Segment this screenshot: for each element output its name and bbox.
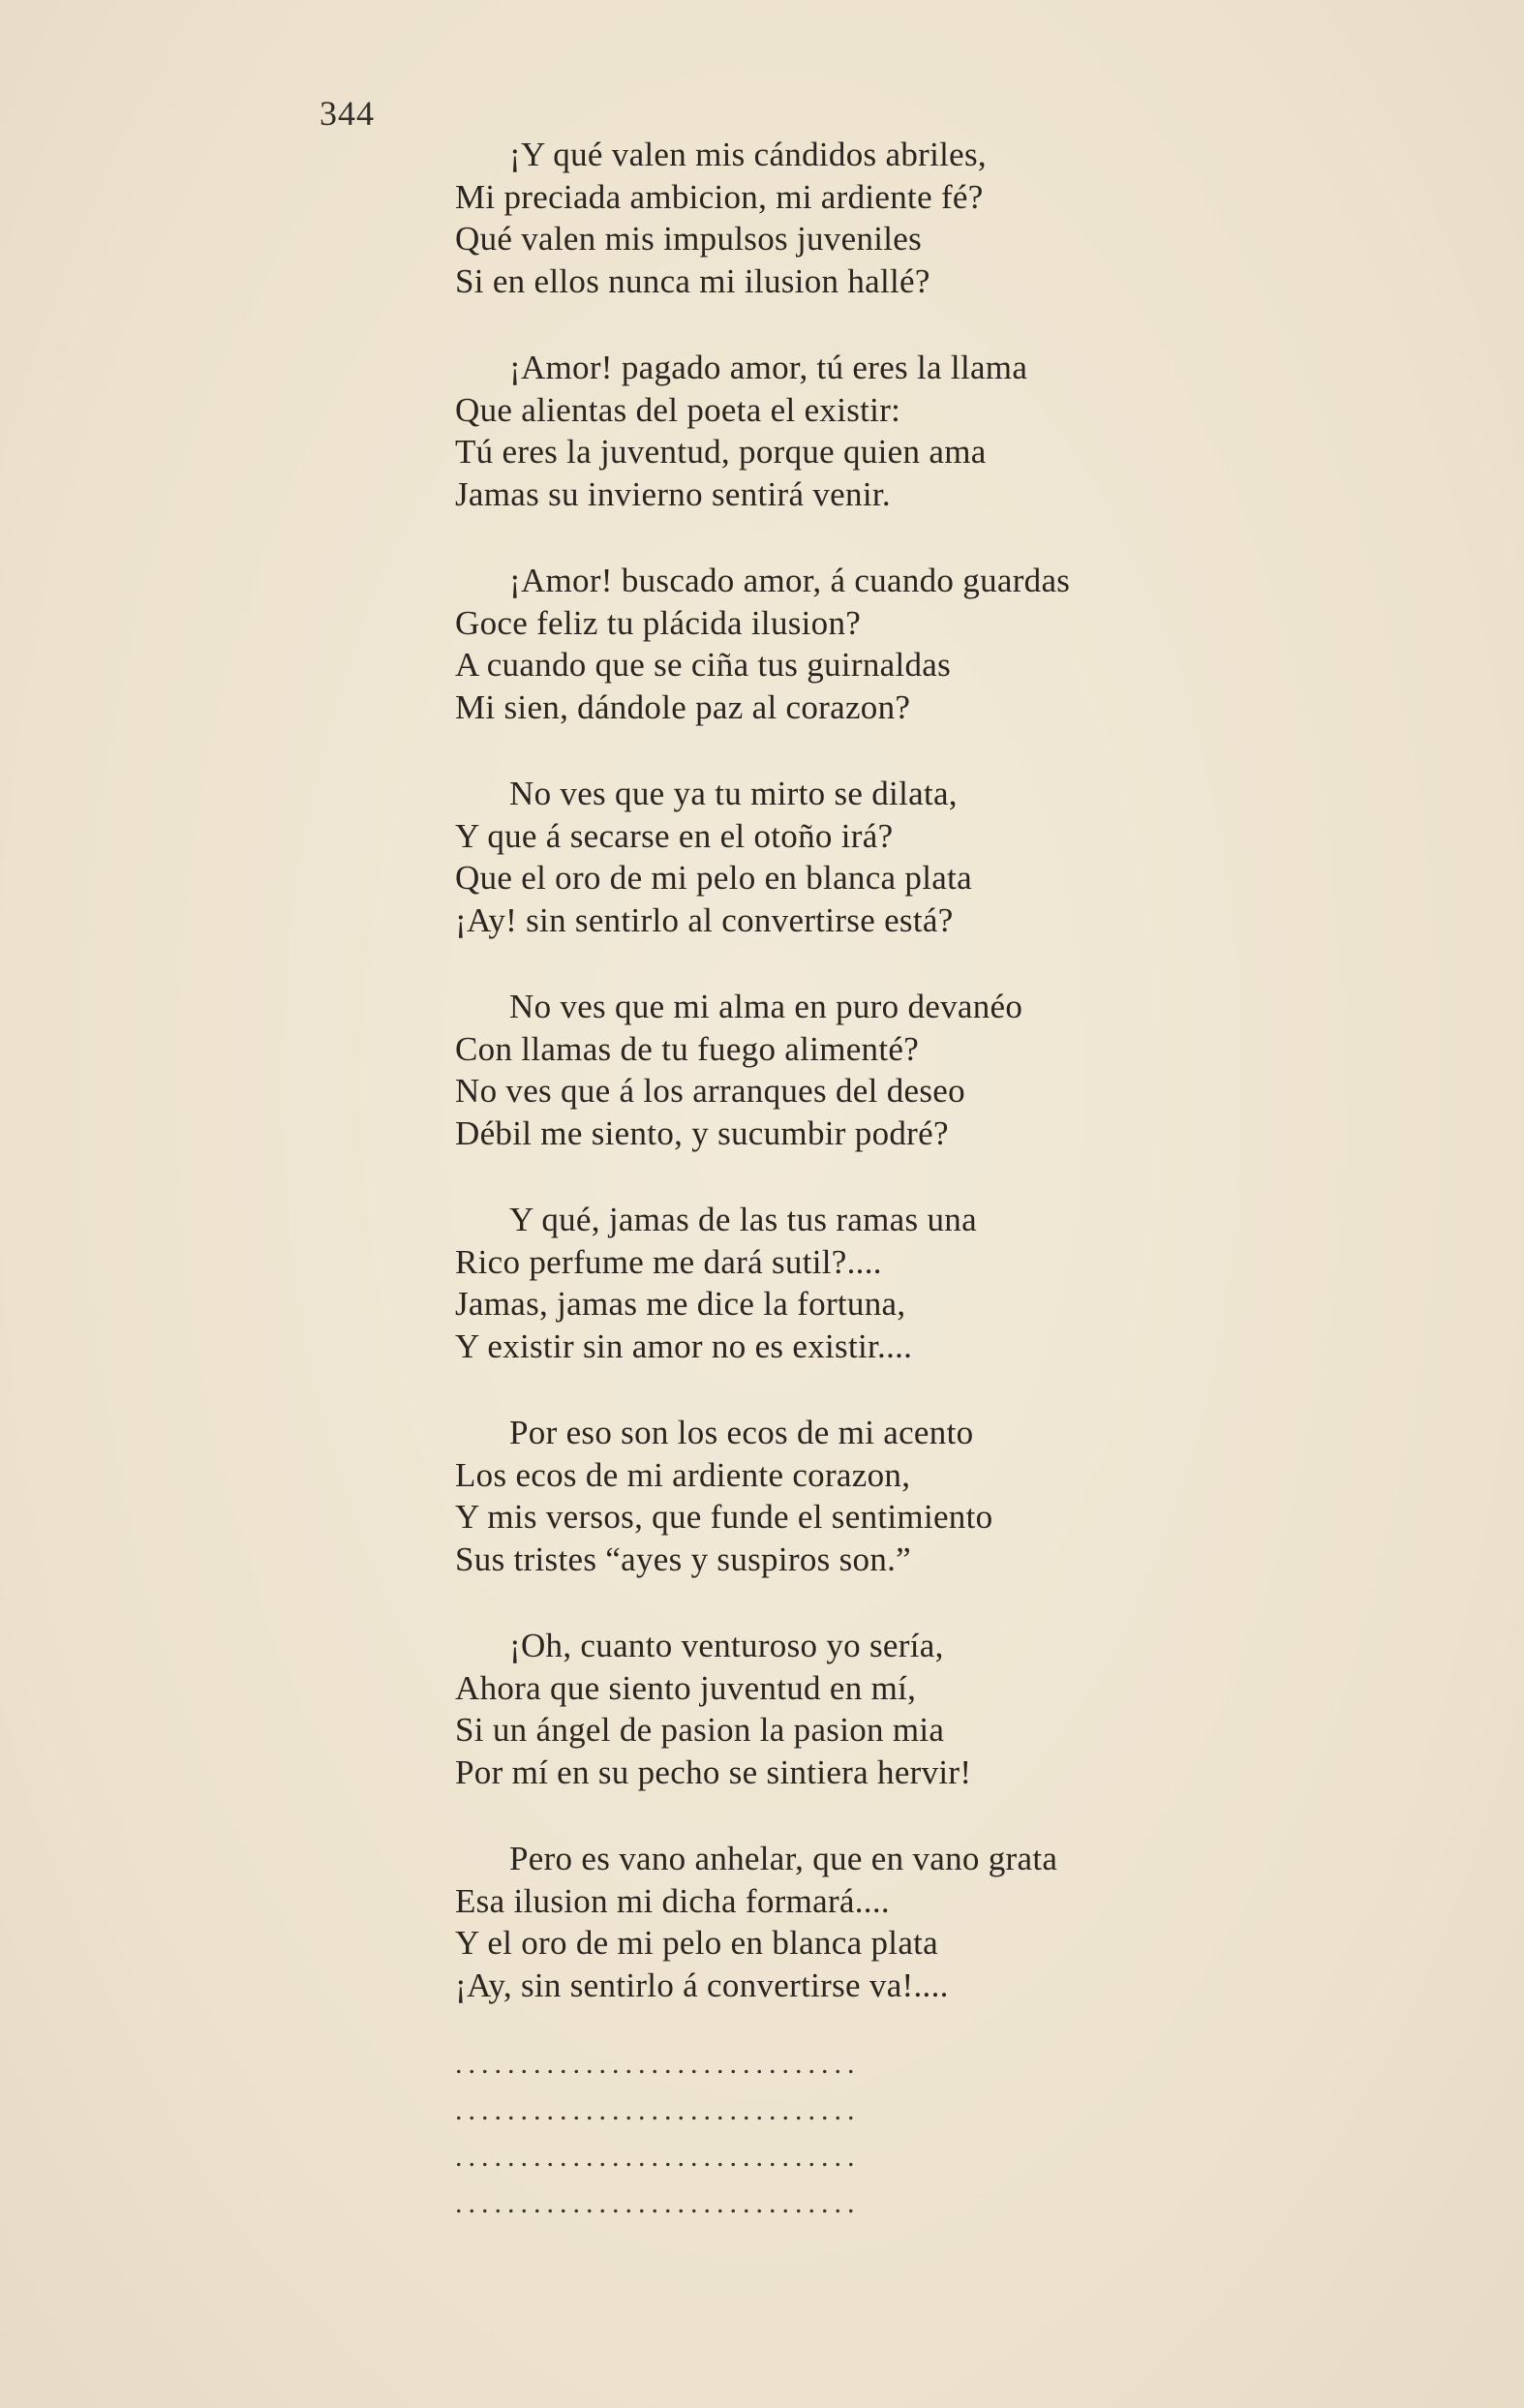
verse-line: Rico perfume me dará sutil?.... bbox=[455, 1242, 882, 1281]
verse-line: Sus tristes “ayes y suspiros son.” bbox=[455, 1539, 912, 1578]
verse-line: Y el oro de mi pelo en blanca plata bbox=[455, 1924, 939, 1962]
stanza-2 bbox=[455, 347, 1326, 515]
verse-line: Por mí en su pecho se sintiera hervir! bbox=[455, 1753, 972, 1791]
verse-line: Ahora que siento juventud en mí, bbox=[455, 1668, 917, 1707]
verse-line: Y existir sin amor no es existir.... bbox=[455, 1326, 913, 1365]
stanza-6 bbox=[455, 1199, 1326, 1367]
stanza-5 bbox=[455, 986, 1326, 1154]
verse-line: Y mis versos, que funde el sentimiento bbox=[455, 1498, 993, 1536]
verse-line: Jamas, jamas me dice la fortuna, bbox=[455, 1285, 906, 1323]
verse-line: Si un ángel de pasion la pasion mia bbox=[455, 1711, 945, 1749]
stanza-7 bbox=[455, 1412, 1326, 1580]
stanza-8 bbox=[455, 1625, 1326, 1793]
verse-line: Mi sien, dándole paz al corazon? bbox=[455, 687, 911, 726]
verse-line: No ves que mi alma en puro devanéo bbox=[509, 988, 1023, 1025]
verse-line: ¡Ay, sin sentirlo á convertirse va!.... bbox=[455, 1966, 949, 2004]
verse-line: ¡Y qué valen mis cándidos abriles, bbox=[509, 136, 987, 173]
verse-line: ¡Amor! pagado amor, tú eres la llama bbox=[509, 349, 1028, 386]
stanza-4 bbox=[455, 773, 1326, 941]
verse-line: Por eso son los ecos de mi acento bbox=[509, 1414, 974, 1451]
verse-line: ¡Oh, cuanto venturoso yo sería, bbox=[509, 1627, 944, 1664]
verse-line: Pero es vano anhelar, que en vano grata bbox=[509, 1840, 1058, 1877]
dotted-line: ............................... bbox=[455, 2141, 861, 2173]
verse-line: ¡Ay! sin sentirlo al convertirse está? bbox=[455, 900, 954, 939]
verse-line: Mi preciada ambicion, mi ardiente fé? bbox=[455, 177, 984, 216]
page-number: 344 bbox=[320, 94, 375, 133]
dotted-line: ............................... bbox=[455, 2048, 861, 2080]
verse-line: Si en ellos nunca mi ilusion hallé? bbox=[455, 261, 930, 300]
verse-line: ¡Amor! buscado amor, á cuando guardas bbox=[509, 562, 1071, 599]
verse-line: A cuando que se ciña tus guirnaldas bbox=[455, 646, 952, 684]
verse-line: No ves que ya tu mirto se dilata, bbox=[509, 775, 958, 812]
verse-line: Y qué, jamas de las tus ramas una bbox=[509, 1201, 977, 1238]
stanza-3 bbox=[455, 560, 1326, 728]
dotted-line: ............................... bbox=[455, 2094, 861, 2126]
ellipsis-block bbox=[455, 2041, 1152, 2227]
verse-line: Qué valen mis impulsos juveniles bbox=[455, 220, 923, 258]
verse-line: Tú eres la juventud, porque quien ama bbox=[455, 433, 987, 471]
verse-line: Que alientas del poeta el existir: bbox=[455, 390, 901, 429]
verse-line: Que el oro de mi pelo en blanca plata bbox=[455, 859, 972, 897]
verse-line: Débil me siento, y sucumbir podré? bbox=[455, 1113, 949, 1152]
verse-line: Con llamas de tu fuego alimenté? bbox=[455, 1029, 920, 1068]
verse-line: Los ecos de mi ardiente corazon, bbox=[455, 1455, 911, 1494]
verse-line: No ves que á los arranques del deseo bbox=[455, 1072, 965, 1110]
stanza-9 bbox=[455, 1838, 1326, 2006]
verse-line: Goce feliz tu plácida ilusion? bbox=[455, 603, 862, 642]
verse-line: Jamas su invierno sentirá venir. bbox=[455, 474, 891, 513]
verse-line: Y que á secarse en el otoño irá? bbox=[455, 816, 894, 855]
poem-body bbox=[455, 134, 1326, 2051]
verse-line: Esa ilusion mi dicha formará.... bbox=[455, 1881, 890, 1920]
dotted-line: ............................... bbox=[455, 2187, 861, 2219]
stanza-1 bbox=[455, 134, 1326, 302]
